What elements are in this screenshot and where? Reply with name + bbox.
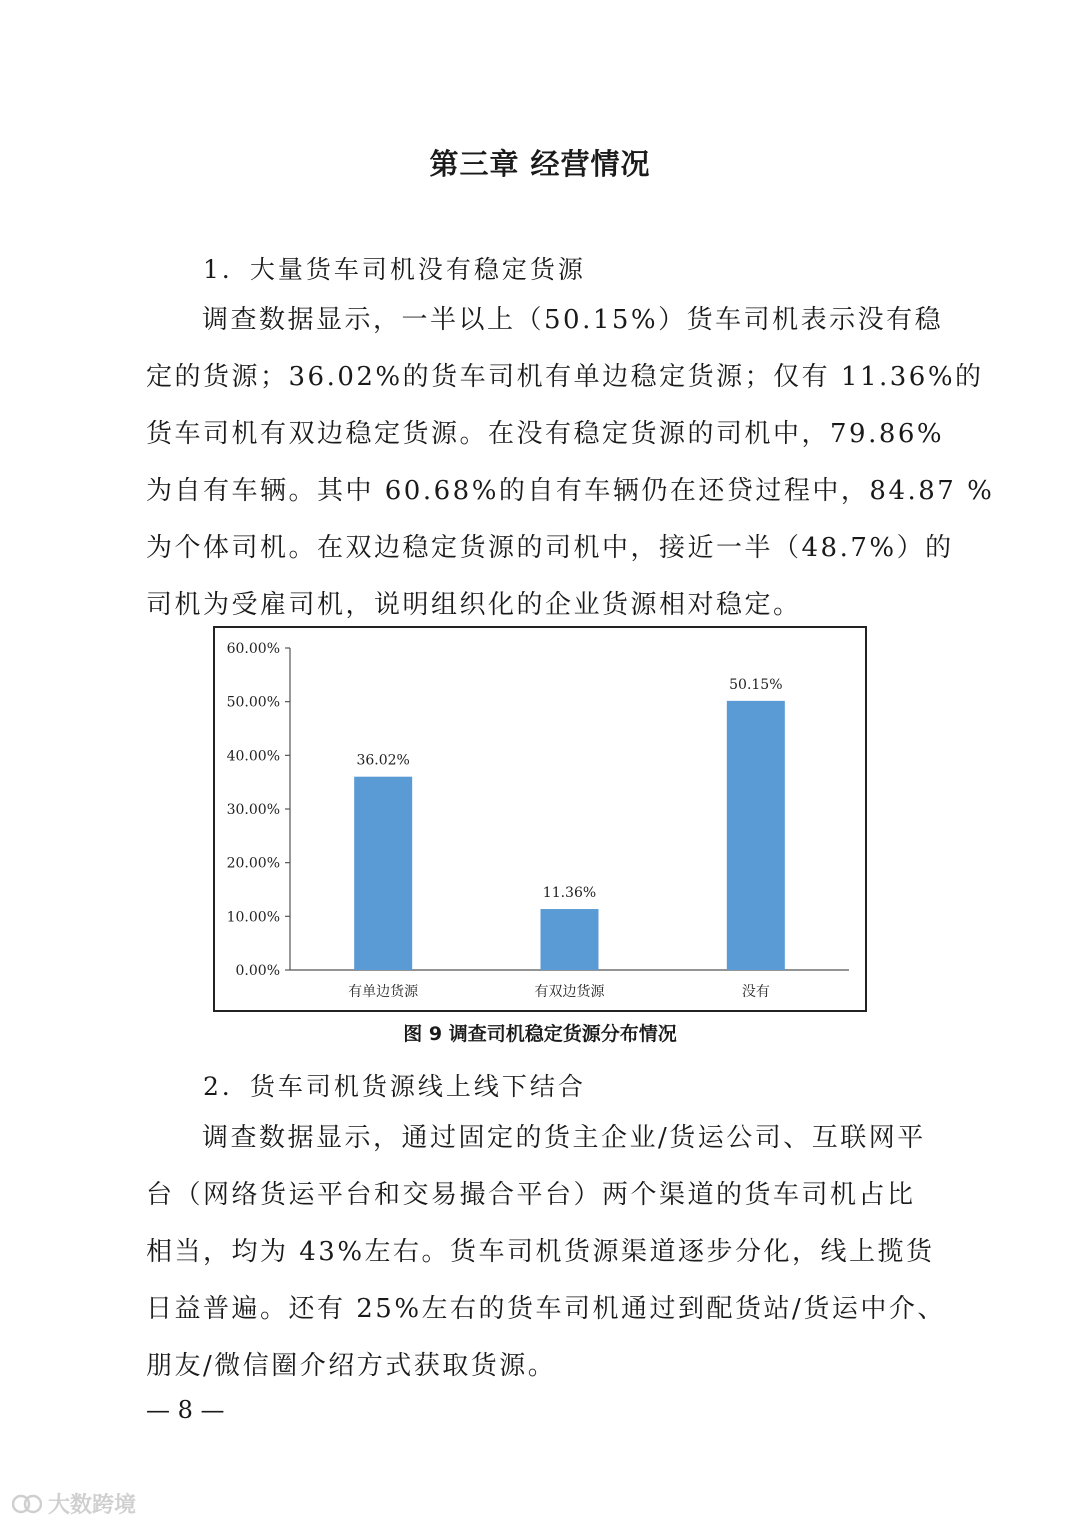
paragraph-line: 司机为受雇司机，说明组织化的企业货源相对稳定。 [146,590,802,620]
bar-chart-canvas [215,628,865,1010]
bar [541,909,599,970]
bar [354,777,412,970]
watermark-text: 大数跨境 [48,1493,137,1518]
paragraph-line: 调查数据显示，一半以上（50.15%）货车司机表示没有稳 [202,305,944,335]
paragraph-line: 相当，均为 43%左右。货车司机货源渠道逐步分化，线上揽货 [146,1237,935,1267]
y-tick-label: 40.00% [226,748,280,765]
paragraph-line: 台（网络货运平台和交易撮合平台）两个渠道的货车司机占比 [146,1180,916,1210]
section-heading-1: 1．大量货车司机没有稳定货源 [203,255,586,284]
y-tick-label: 60.00% [226,641,280,657]
paragraph-line: 日益普遍。还有 25%左右的货车司机通过到配货站/货运中介、 [146,1294,946,1324]
data-label: 36.02% [356,752,410,769]
data-label: 50.15% [729,676,783,693]
y-tick-label: 10.00% [226,909,280,926]
paragraph-line: 定的货源；36.02%的货车司机有单边稳定货源；仅有 11.36%的 [146,362,984,392]
data-label: 11.36% [542,885,597,902]
bar-chart [213,626,867,1012]
paragraph-line: 为自有车辆。其中 60.68%的自有车辆仍在还贷过程中，84.87 % [146,476,995,506]
y-tick-label: 50.00% [226,694,280,711]
category-label: 有双边货源 [534,984,605,1000]
paragraph-line: 货车司机有双边稳定货源。在没有稳定货源的司机中，79.86% [146,419,945,449]
brand-logo-icon [12,1492,42,1516]
y-tick-label: 30.00% [226,802,280,818]
section-1-paragraph [146,292,995,634]
paragraph-line: 朋友/微信圈介绍方式获取货源。 [146,1351,557,1381]
figure-caption: 图 9 调查司机稳定货源分布情况 [403,1023,677,1045]
paragraph-line: 为个体司机。在双边稳定货源的司机中，接近一半（48.7%）的 [146,533,954,563]
watermark [12,1488,136,1519]
paragraph-line: 调查数据显示，通过固定的货主企业/货运公司、互联网平 [202,1123,926,1153]
y-tick-label: 0.00% [235,963,280,979]
section-2-paragraph [146,1110,946,1395]
category-label: 没有 [741,984,770,1000]
section-heading-2: 2．货车司机货源线上线下结合 [203,1072,586,1101]
chapter-title: 第三章 经营情况 [429,147,651,181]
bar [727,701,785,970]
page-number: — 8 — [146,1396,225,1424]
category-label: 有单边货源 [348,984,419,1000]
y-tick-label: 20.00% [226,855,280,872]
